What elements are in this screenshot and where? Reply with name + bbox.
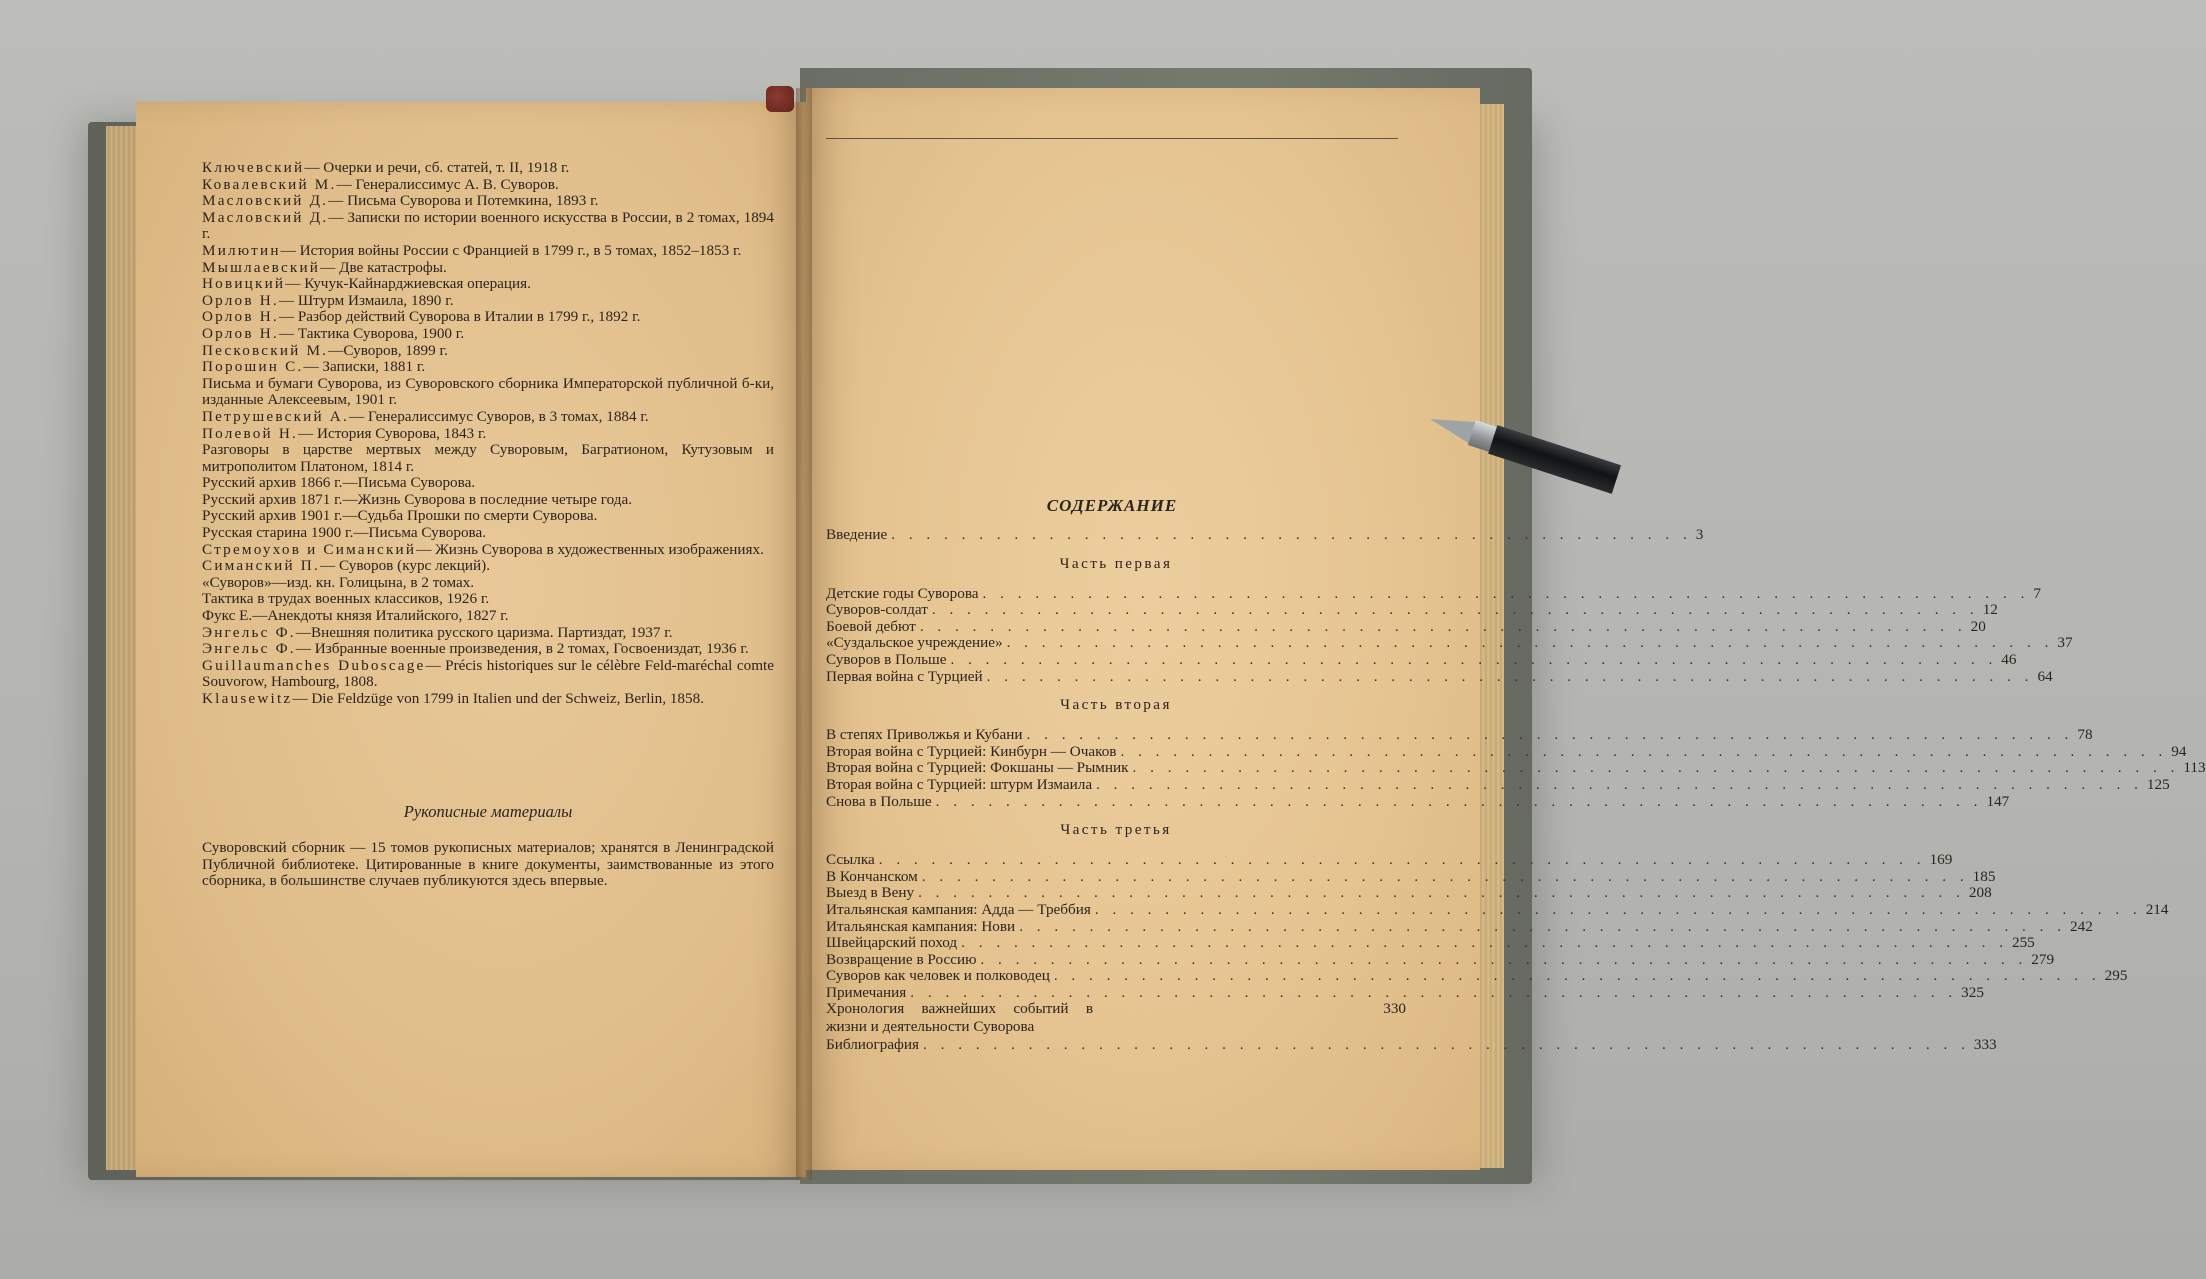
- bibliography-text: — История Суворова, 1843 г.: [298, 424, 487, 442]
- bibliography-entry: [202, 442, 774, 475]
- bibliography-text: — Жизнь Суворова в художественных изображениях.: [416, 540, 764, 558]
- top-rule: [826, 138, 1398, 139]
- toc-page-number: 46: [2001, 650, 2017, 668]
- toc-page-number: 185: [1972, 867, 1996, 885]
- bibliography-entry: [202, 193, 774, 210]
- toc-row: [826, 867, 1996, 885]
- bibliography-text: — Разбор действий Суворова в Италии в 1799 г., 1892 г.: [278, 308, 641, 326]
- toc-row: [826, 950, 2055, 968]
- toc-row: [826, 851, 1953, 869]
- bibliography-entry: [202, 558, 774, 575]
- bookmark-cord: [766, 86, 794, 112]
- toc-part-heading: Часть вторая: [1060, 696, 1172, 714]
- toc-page-number: 208: [1968, 884, 1992, 902]
- bibliography-text: Русский архив 1871 г.—Жизнь Суворова в последние четыре года.: [202, 490, 633, 508]
- bibliography-author: Полевой Н.: [202, 424, 299, 442]
- toc-leader-dots: . . . . . . . . . . . . . . . . . . . . . . . . . . . . . . . . . . . . . . . . . . . . . . . . . . . . . . . . . . . .: [931, 601, 1979, 619]
- toc-leader-dots: . . . . . . . . . . . . . . . . . . . . . . . . . . . . . . . . . . . . . . . . . . . . . . . . . . . . . . . . . . . .: [1120, 742, 2168, 760]
- bibliography-author: Klausewitz: [202, 690, 293, 707]
- toc-row: [826, 584, 2041, 602]
- bibliography-text: — История войны России с Францией в 1799 г., в 5 томах, 1852–1853 г.: [280, 241, 742, 259]
- table-of-contents: [826, 526, 2206, 1054]
- toc-row: [826, 742, 2187, 760]
- toc-page-number: 169: [1929, 851, 1953, 869]
- bibliography-entry: [202, 376, 774, 409]
- toc-entry-title: Суворов-солдат: [826, 601, 928, 619]
- bibliography-text: — Записки, 1881 г.: [303, 358, 426, 376]
- bibliography-author: Орлов Н.: [202, 308, 279, 326]
- toc-page-number: 125: [2146, 775, 2170, 793]
- toc-page-number: 20: [1970, 617, 1986, 635]
- toc-leader-dots: . . . . . . . . . . . . . . . . . . . . . . . . . . . . . . . . . . . . . . . . . . . . . . . . . . . . . . . . . . . .: [923, 1036, 1970, 1054]
- bibliography-entry: [202, 575, 774, 592]
- bibliography-text: Разговоры в царстве мертвых между Суворовым, Багратионом, Кутузовым и митрополитом Платоном, 1814 г.: [202, 441, 774, 475]
- bibliography-text: —Суворов, 1899 г.: [328, 341, 448, 359]
- toc-parts: [826, 554, 2206, 1054]
- bibliography-entry: [202, 542, 774, 559]
- toc-leader-dots: . . . . . . . . . . . . . . . . . . . . . . . . . . . . . . . . . . . . . . . . . . . . . . . . . . . . . . . . . . . .: [980, 950, 2028, 968]
- toc-title: СОДЕРЖАНИЕ: [1046, 496, 1178, 515]
- toc-entry-title: Хронология важнейших событий в жизни и деятельности Суворова: [826, 1000, 1093, 1036]
- toc-entry-title: Введение: [826, 526, 888, 543]
- toc-leader-dots: . . . . . . . . . . . . . . . . . . . . . . . . . . . . . . . . . . . . . . . . . . . . . . . . . . . . . . . . . . . .: [950, 650, 1998, 668]
- bibliography-author: Масловский Д.: [202, 208, 329, 226]
- bibliography-text: —Внешняя политика русского царизма. Партиздат, 1937 г.: [295, 623, 673, 641]
- bibliography-author: Милютин: [202, 241, 281, 259]
- bibliography-entry: [202, 492, 774, 509]
- toc-page-number: 7: [2033, 584, 2041, 602]
- toc-entry-title: В Кончанском: [826, 867, 918, 885]
- manuscripts-text: Суворовский сборник — 15 томов рукописных материалов; хранятся в Ленинградской Публичной библиотеке. Цитированные в книге документы, заимствованные из этого сборника, в большинстве случаев публикуются здесь впервые.: [202, 839, 774, 890]
- toc-leader-dots: . . . . . . . . . . . . . . . . . . . . . . . . . . . . . . . . . . . . . . . . . . . . . . . . . . . . . . . . . . . .: [919, 617, 1967, 635]
- toc-row: [826, 884, 1992, 902]
- toc-row: [826, 601, 1998, 619]
- toc-row-intro: [826, 526, 1704, 543]
- toc-row: [826, 759, 2206, 777]
- toc-leader-dots: . . . . . . . . . . . . . . . . . . . . . . . . . . . . . . . . . . . . . . . . . . . . . . . . . . . . . . . . . . . .: [1026, 726, 2074, 744]
- toc-entry-title: Детские годы Суворова: [826, 584, 979, 602]
- toc-row: [826, 792, 2010, 810]
- bibliography-text: Тактика в трудах военных классиков, 1926 г.: [202, 590, 490, 608]
- toc-leader-dots: . . . . . . . . . . . . . . . . . . . . . . . . . . . . . . . . . . . . . . . . . . . . . . . . . . . . . . . . . . . .: [961, 934, 2008, 952]
- bibliography-text: — Записки по истории военного искусства в России, в 2 томах, 1894 г.: [202, 208, 774, 243]
- toc-page-number: 333: [1973, 1036, 1997, 1054]
- bibliography-text: — Кучук-Кайнарджиевская операция.: [285, 275, 531, 293]
- toc-entry-title: Суворов как человек и полководец: [826, 967, 1050, 985]
- bibliography-author: Энгельс Ф.: [202, 640, 296, 658]
- bibliography-text: Русская старина 1900 г.—Письма Суворова.: [202, 524, 487, 542]
- toc-page-number: 78: [2077, 726, 2093, 744]
- toc-entry-title: Итальянская кампания: Нови: [826, 917, 1016, 935]
- bibliography-entry: [202, 426, 774, 443]
- bibliography-entry: [202, 508, 774, 525]
- toc-part-heading: Часть третья: [1060, 821, 1172, 839]
- bibliography-author: Стремоухов и Симанский: [202, 540, 417, 558]
- toc-row: [826, 726, 2093, 744]
- toc-leader-dots: . . . . . . . . . . . . . . . . . . . . . . . . . . . . . . . . . . . . . . . . . . . . . . . . . . . . . . . . . . . .: [1094, 900, 2142, 918]
- bibliography-entry: [202, 343, 774, 360]
- toc-row: [826, 900, 2169, 918]
- toc-leader-dots: . . . . . . . . . . . . . . . . . . . . . . . . . . . . . . . . . . . . . . . . . . . . . . . . . . . . . . . . . . . .: [878, 851, 1926, 869]
- bibliography-text: — Тактика Суворова, 1900 г.: [278, 324, 465, 342]
- toc-leader-dots: . . . . . . . . . . . . . . . . . . . . . . . . . . . . . . . . . . . . . . . . . . . . . . . . . . . . . . . . . . . .: [910, 983, 1958, 1001]
- toc-row: [826, 634, 2073, 652]
- toc-page-number: 37: [2057, 634, 2073, 652]
- toc-page-number: 214: [2145, 900, 2169, 918]
- bibliography-author: Ключевский: [202, 159, 305, 176]
- toc-page-number: 12: [1982, 601, 1998, 619]
- bibliography-text: — Штурм Измаила, 1890 г.: [278, 291, 454, 309]
- bibliography-author: Масловский Д.: [202, 192, 329, 210]
- bibliography-author: Новицкий: [202, 275, 286, 293]
- bibliography-author: Энгельс Ф.: [202, 623, 296, 641]
- bibliography-author: Ковалевский М.: [202, 175, 337, 193]
- bibliography-entry: [202, 260, 774, 277]
- bibliography-text: Письма и бумаги Суворова, из Суворовского сборника Императорской публичной б-ки, изданные Алексеевым, 1901 г.: [202, 374, 774, 409]
- toc-row: [826, 967, 2128, 985]
- bibliography-entry: [202, 691, 774, 708]
- toc-leader-dots: . . . . . . . . . . . . . . . . . . . . . . . . . . . . . . . . . . . . . . . . . . . . . . . . . . . . . . . . . . . .: [1132, 759, 2180, 777]
- bibliography-text: — Суворов (курс лекций).: [319, 557, 491, 575]
- toc-page-number: 3: [1695, 526, 1704, 543]
- toc-entry-title: Боевой дебют: [826, 617, 916, 635]
- toc-row: [826, 1000, 1406, 1036]
- toc-page-number: 325: [1961, 983, 1984, 1001]
- toc-row: [826, 775, 2170, 793]
- toc-part-heading: Часть первая: [1059, 554, 1173, 572]
- toc-entry-title: Вторая война с Турцией: Кинбурн — Очаков: [826, 742, 1117, 760]
- toc-row: [826, 617, 1986, 635]
- bibliography-text: — Die Feldzüge von 1799 in Italien und der Schweiz, Berlin, 1858.: [292, 690, 704, 707]
- toc-entry-title: Выезд в Вену: [826, 884, 915, 902]
- bibliography-text: Фукс Е.—Анекдоты князя Италийского, 1827 г.: [202, 607, 509, 625]
- toc-entry-title: Ссылка: [826, 851, 875, 869]
- manuscripts-title: Рукописные материалы: [403, 802, 573, 821]
- toc-page-number: 255: [2011, 934, 2035, 952]
- bibliography-entry: [202, 160, 774, 177]
- bibliography-text: — Очерки и речи, сб. статей, т. II, 1918 г.: [304, 159, 570, 176]
- bibliography-text: — Две катастрофы.: [320, 258, 447, 276]
- bibliography-text: — Précis historiques sur le célèbre Feld-maréchal comte Souvorow, Hambourg, 1808.: [202, 656, 774, 691]
- toc-page-number: 242: [2070, 917, 2093, 935]
- toc-row: [826, 650, 2017, 668]
- toc-page-number: 295: [2104, 967, 2128, 985]
- toc-leader-dots: . . . . . . . . . . . . . . . . . . . . . . . . . . . . . . . . . . . . . . . . . . . . . . . . . . . . . . . . . . . .: [986, 667, 2034, 685]
- toc-entry-title: Первая война с Турцией: [826, 667, 983, 685]
- toc-leader-dots: . . . . . . . . . . . . . . . . . . . . . . . . . . . . . . . . . . . . . . . . . . . . . . . . . . . . . . . . . . . .: [1006, 634, 2054, 652]
- bibliography-list: [202, 160, 774, 708]
- toc-row: [826, 667, 2053, 685]
- bibliography-entry: [202, 658, 774, 691]
- toc-leader-dots: . . . . . . . . . . . . . . . . . . . . . . . . . . . . . . . . . . . . . . . . . . . . . . . . . . . . . . . . . . . .: [921, 867, 1969, 885]
- toc-entry-title: Вторая война с Турцией: Фокшаны — Рымник: [826, 759, 1129, 777]
- bibliography-entry: [202, 608, 774, 625]
- bibliography-text: Русский архив 1901 г.—Судьба Прошки по смерти Суворова.: [202, 507, 598, 525]
- toc-leader-dots: . . . . . . . . . . . . . . . . . . . . . . . . . . . . . . . . . . . . . . . . . . . . . . . . . . . . . . . . . . . .: [935, 792, 1983, 810]
- toc-row: [826, 983, 1984, 1001]
- book-gutter: [796, 88, 812, 1180]
- right-page: [806, 88, 2206, 1170]
- toc-entry-title: Снова в Польше: [826, 792, 932, 810]
- toc-row: [826, 1036, 1997, 1054]
- bibliography-text: — Генералиссимус Суворов, в 3 томах, 1884 г.: [348, 407, 649, 425]
- toc-row: [826, 934, 2035, 952]
- bibliography-author: Guillaumanches Duboscage: [202, 656, 426, 674]
- toc-leader-dots: . . . . . . . . . . . . . . . . . . . . . . . . . . . . . . . . . . . . . . . . . . . . . . . . . . . . . . . . . . . .: [1096, 775, 2143, 793]
- toc-entry-title: Швейцарский поход: [826, 934, 958, 952]
- bibliography-entry: [202, 326, 774, 343]
- toc-entry-title: Суворов в Польше: [826, 650, 947, 668]
- toc-page-number: 330: [1383, 1000, 1406, 1018]
- bibliography-entry: [202, 591, 774, 608]
- toc-page-number: 113: [2183, 759, 2206, 777]
- toc-leader-dots: . . . . . . . . . . . . . . . . . . . . . . . . . . . . . . . . . . . . . . . . . . . . . . . . . . . . . . . . . . . .: [982, 584, 2030, 602]
- bibliography-text: «Суворов»—изд. кн. Голицына, в 2 томах.: [202, 573, 475, 591]
- toc-entry-title: Вторая война с Турцией: штурм Измаила: [826, 775, 1093, 793]
- bibliography-entry: [202, 409, 774, 426]
- toc-entry-title: В степях Приволжья и Кубани: [826, 726, 1023, 744]
- toc-entry-title: Итальянская кампания: Адда — Треббия: [826, 900, 1091, 918]
- bibliography-entry: [202, 293, 774, 310]
- bibliography-entry: [202, 276, 774, 293]
- toc-entry-title: Библиография: [826, 1036, 920, 1054]
- bibliography-author: Симанский П.: [202, 557, 320, 575]
- bibliography-author: Порошин С.: [202, 358, 304, 376]
- bibliography-text: — Избранные военные произведения, в 2 томах, Госвоениздат, 1936 г.: [295, 640, 749, 658]
- toc-entry-title: Примечания: [826, 983, 907, 1001]
- bibliography-text: — Письма Суворова и Потемкина, 1893 г.: [328, 192, 599, 210]
- toc-entry-title: Возвращение в Россию: [826, 950, 977, 968]
- bibliography-entry: [202, 525, 774, 542]
- bibliography-text: Русский архив 1866 г.—Письма Суворова.: [202, 474, 476, 492]
- bibliography-entry: [202, 641, 774, 658]
- toc-page-number: 64: [2037, 667, 2053, 685]
- bibliography-author: Орлов Н.: [202, 324, 279, 342]
- bibliography-entry: [202, 243, 774, 260]
- bibliography-author: Мышлаевский: [202, 258, 321, 276]
- bibliography-author: Песковский М.: [202, 341, 329, 359]
- toc-row: [826, 917, 2093, 935]
- bibliography-entry: [202, 475, 774, 492]
- toc-leader-dots: . . . . . . . . . . . . . . . . . . . . . . . . . . . . . . . . . . . . . . . . . . . . . . . . . . . . . . . . . . . .: [918, 884, 1965, 902]
- toc-leader-dots: . . . . . . . . . . . . . . . . . . . . . . . . . . . . . . . . . . . . . . . . . . . . . .: [891, 526, 1692, 543]
- toc-leader-dots: . . . . . . . . . . . . . . . . . . . . . . . . . . . . . . . . . . . . . . . . . . . . . . . . . . . . . . . . . . . .: [1019, 917, 2067, 935]
- bibliography-author: Орлов Н.: [202, 291, 279, 309]
- toc-page-number: 279: [2031, 950, 2055, 968]
- bibliography-entry: [202, 210, 774, 243]
- bibliography-author: Петрушевский А.: [202, 407, 349, 425]
- toc-page-number: 147: [1986, 792, 2010, 810]
- toc-page-number: 94: [2171, 742, 2187, 760]
- pen-tip: [1427, 409, 1476, 444]
- bibliography-entry: [202, 309, 774, 326]
- toc-leader-dots: . . . . . . . . . . . . . . . . . . . . . . . . . . . . . . . . . . . . . . . . . . . . . . . . . . . . . . . . . . . .: [1053, 967, 2101, 985]
- bibliography-entry: [202, 177, 774, 194]
- bibliography-entry: [202, 359, 774, 376]
- bibliography-text: — Генералиссимус А. В. Суворов.: [336, 175, 559, 193]
- bibliography-entry: [202, 625, 774, 642]
- toc-entry-title: «Суздальское учреждение»: [826, 634, 1003, 652]
- left-page: [136, 102, 806, 1177]
